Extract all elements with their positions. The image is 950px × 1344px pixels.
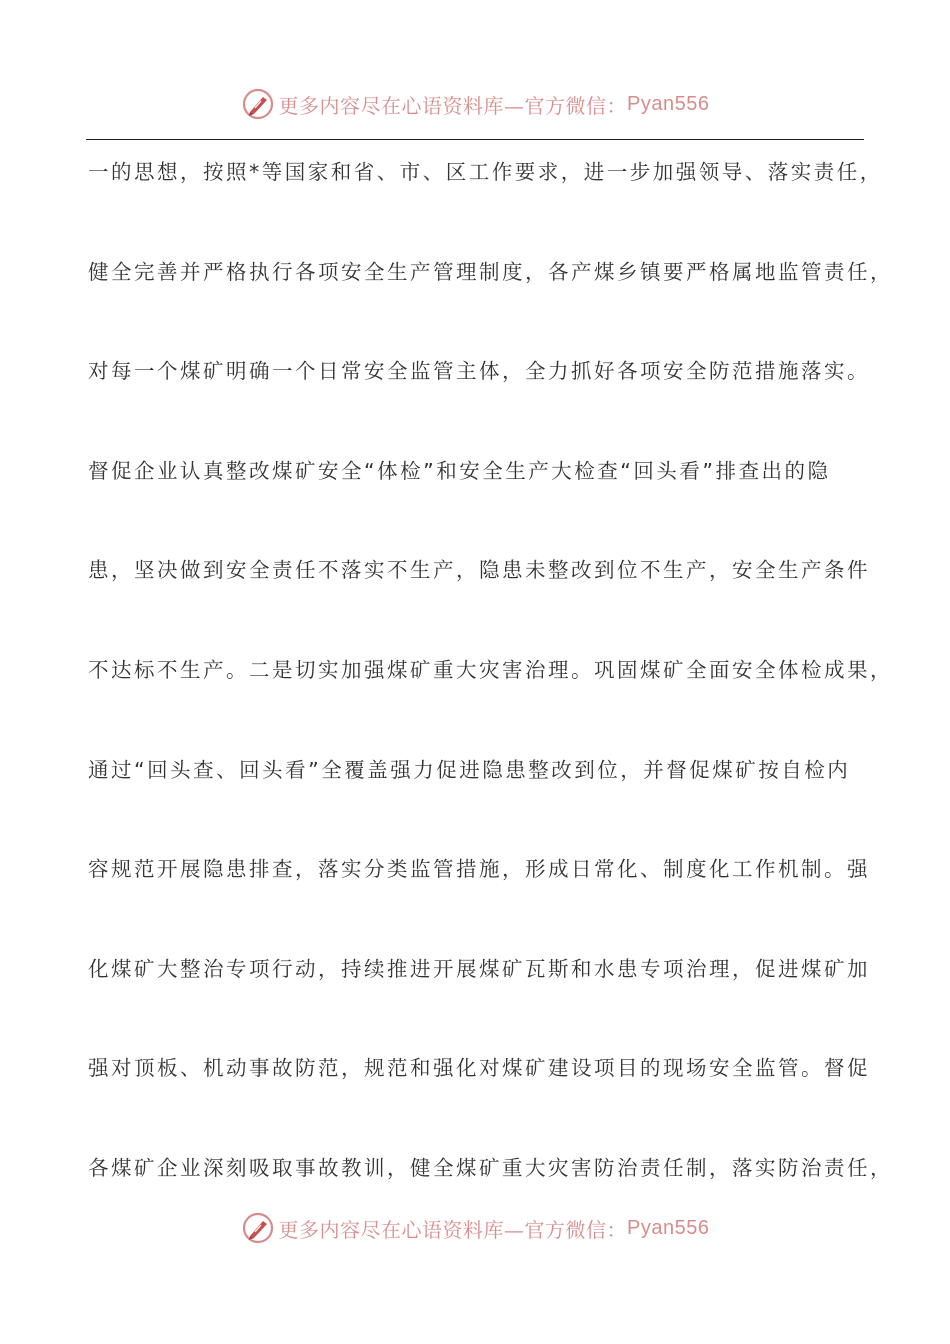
pen-nib-circle-icon — [241, 1211, 275, 1245]
body-line: 健全完善并严格执行各项安全生产管理制度，各产煤乡镇要严格属地监管责任， — [88, 259, 893, 284]
body-line: 督促企业认真整改煤矿安全“体检”和安全生产大检查“回头看”排查出的隐 — [88, 458, 831, 483]
pen-nib-circle-icon — [241, 87, 275, 121]
body-line: 一的思想，按照*等国家和省、市、区工作要求，进一步加强领导、落实责任， — [88, 160, 883, 184]
body-line: 化煤矿大整治专项行动，持续推进开展煤矿瓦斯和水患专项治理，促进煤矿加 — [88, 956, 870, 981]
header-divider — [86, 139, 864, 140]
header-banner — [0, 84, 950, 124]
header-banner-wechat-id: Pyan556 — [627, 92, 710, 115]
document-body — [88, 148, 893, 1244]
body-line: 患，坚决做到安全责任不落实不生产，隐患未整改到位不生产，安全生产条件 — [88, 558, 870, 583]
footer-banner-text: 更多内容尽在心语资料库—官方微信： — [278, 1217, 628, 1242]
header-banner-text: 更多内容尽在心语资料库—官方微信： — [278, 93, 628, 118]
body-line: 通过“回头查、回头看”全覆盖强力促进隐患整改到位，并督促煤矿按自检内 — [88, 757, 851, 782]
body-line: 强对顶板、机动事故防范，规范和强化对煤矿建设项目的现场安全监管。督促 — [88, 1056, 870, 1081]
footer-banner — [0, 1208, 950, 1248]
body-line: 容规范开展隐患排查，落实分类监管措施，形成日常化、制度化工作机制。强 — [88, 857, 870, 882]
footer-banner-wechat-id: Pyan556 — [627, 1216, 710, 1239]
body-line: 对每一个煤矿明确一个日常安全监管主体，全力抓好各项安全防范措施落实。 — [88, 359, 870, 384]
body-line: 不达标不生产。二是切实加强煤矿重大灾害治理。巩固煤矿全面安全体检成果， — [88, 657, 893, 682]
body-line: 各煤矿企业深刻吸取事故教训，健全煤矿重大灾害防治责任制，落实防治责任， — [88, 1155, 893, 1180]
